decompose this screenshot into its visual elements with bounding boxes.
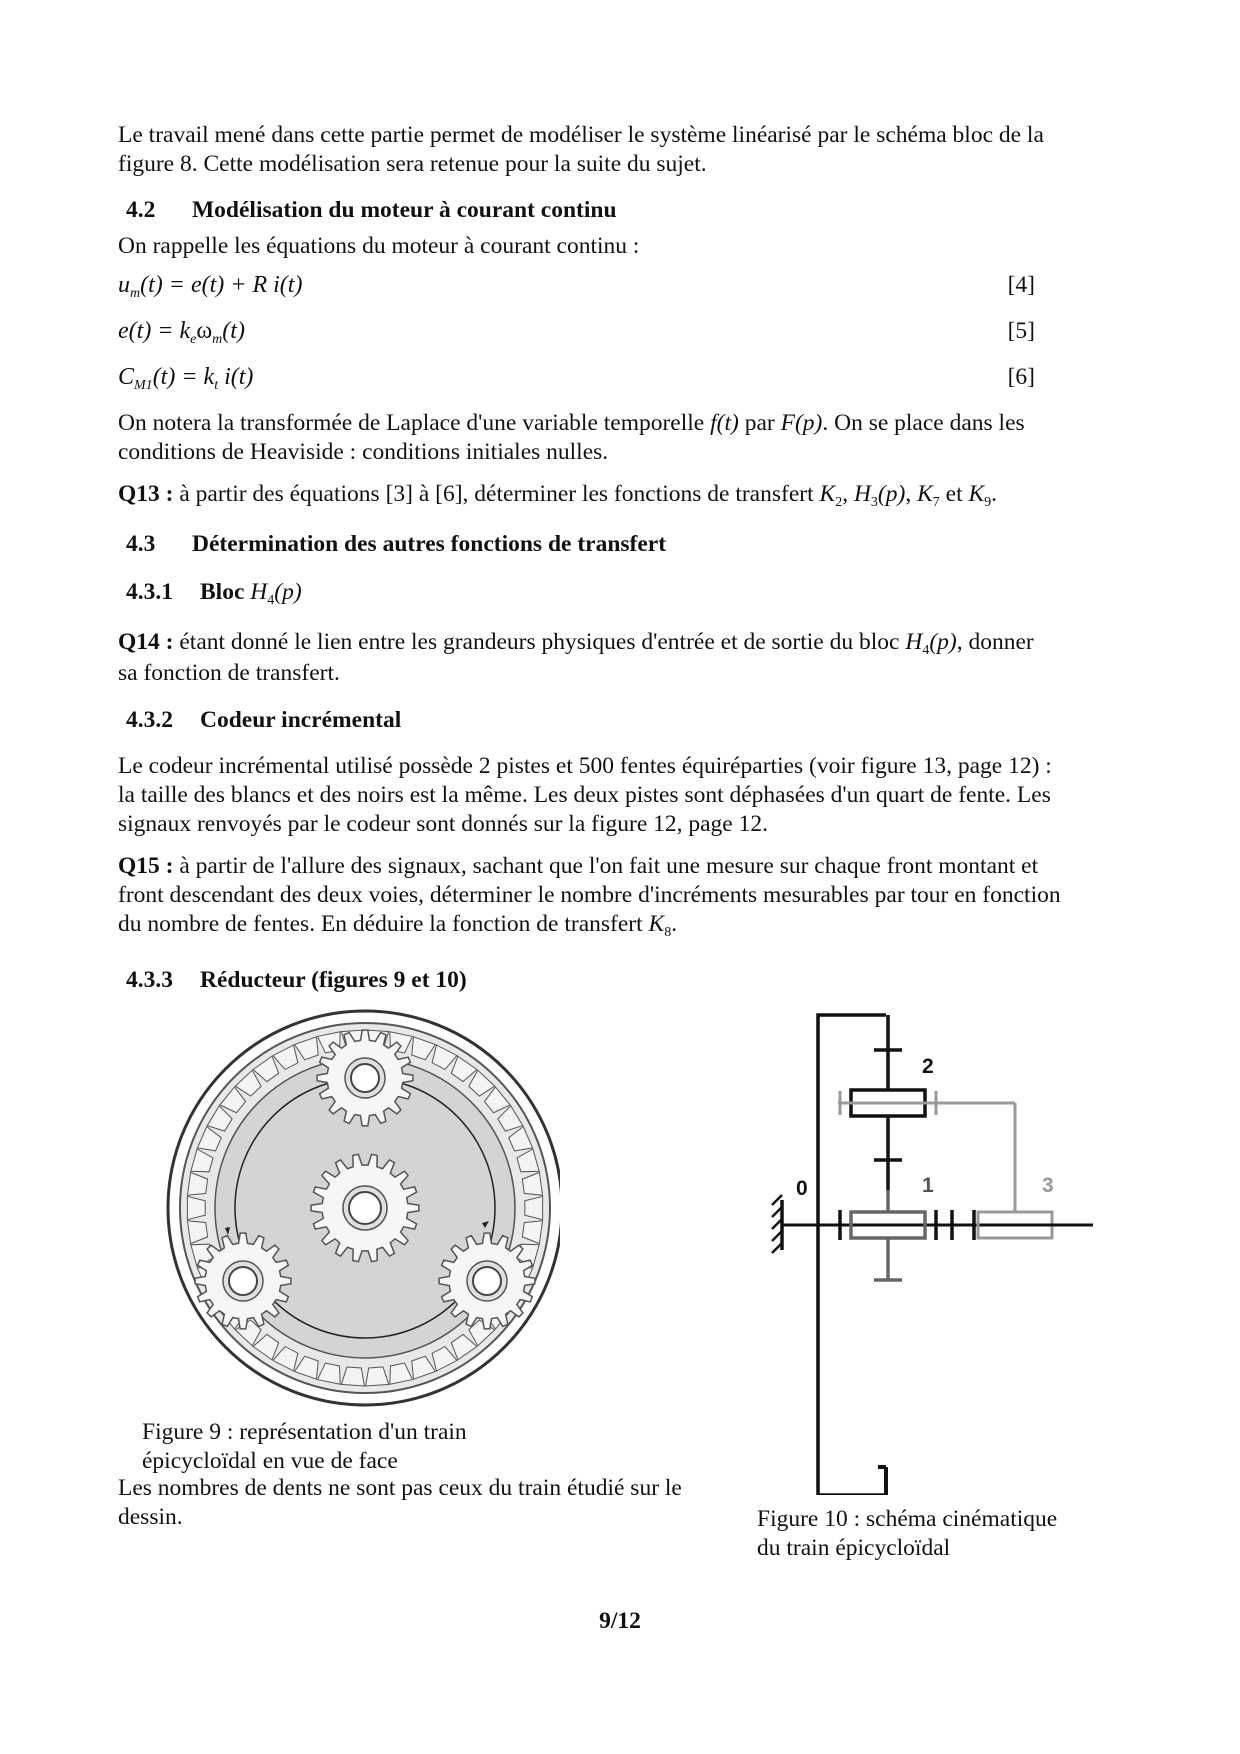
ring-tooth [187,1196,205,1219]
section-title: Codeur incrémental [200,707,402,733]
section-4-3-1-heading: 4.3.1 Bloc $H_4(p)$ [126,579,302,608]
figure-9-epicyclic-train [165,998,560,1418]
label-2: 2 [922,1055,934,1078]
label-0: 0 [796,1177,808,1200]
planet-gear-left-bore [229,1267,257,1295]
page-number: 9/12 [599,1608,641,1634]
question-15-line-3: du nombre de fentes. En déduire la fonction de transfert $K_8$. [118,911,678,940]
figure-9-caption-line-2: épicycloïdal en vue de face [142,1448,398,1474]
equation-4-number: [4] [1007,272,1035,298]
section-number: 4.2 [126,197,156,223]
motor-equations-intro: On rappelle les équations du moteur à courant continu : [118,233,640,259]
section-number: 4.3.2 [126,707,173,733]
codeur-line-2: la taille des blancs et des noirs est la même. Les deux pistes sont déphasées d'un quart de fente. Les [118,782,1051,808]
laplace-line-1: On notera la transformée de Laplace d'une variable temporelle f(t) par F(p). On se place dans les [118,410,1025,436]
section-title: Bloc [200,579,251,605]
sun-gear-1 [851,1190,925,1280]
equation-5-number: [5] [1007,318,1035,344]
carrier-3 [838,1091,1093,1238]
question-14-line-2: sa fonction de transfert. [118,660,340,686]
section-number: 4.3 [126,531,156,557]
section-4-3-2-heading [126,706,401,735]
planet-gear-top-bore [351,1064,379,1092]
section-4-3-heading [126,530,666,559]
codeur-line-1: Le codeur incrémental utilisé possède 2 pistes et 500 fentes équiréparties (voir figure 13, page 12) : [118,753,1052,779]
section-4-2-heading [126,196,617,225]
figure-9-caption-line-1: Figure 9 : représentation d'un train [142,1419,467,1445]
section-title: Réducteur (figures 9 et 10) [200,967,467,993]
figure-9-note-line-1: Les nombres de dents ne sont pas ceux du train étudié sur le [118,1475,682,1501]
equation-4: $u_m(t) = e(t) + R$ i(t) [118,272,303,301]
codeur-line-3: signaux renvoyés par le codeur sont donnés sur la figure 12, page 12. [118,811,768,837]
label-1: 1 [922,1174,934,1197]
question-15-line-2: front descendant des deux voies, déterminer le nombre d'incréments mesurables par tour en fonction [118,882,1061,908]
question-14-line-1: Q14 : étant donné le lien entre les grandeurs physiques d'entrée et de sortie du bloc $H_4(p)$, donner [118,629,1034,658]
intro-line-1: Le travail mené dans cette partie permet de modéliser le système linéarisé par le schéma bloc de la [118,122,1044,148]
equation-6-number: [6] [1007,364,1035,390]
figure-10-caption-line-1: Figure 10 : schéma cinématique [757,1506,1058,1532]
planet-gear-right-bore [473,1267,501,1295]
frame-0-body [818,1015,886,1495]
intro-line-2: figure 8. Cette modélisation sera retenue pour la suite du sujet. [118,151,707,177]
question-15-line-1: Q15 : à partir de l'allure des signaux, sachant que l'on fait une mesure sur chaque front montant et [118,853,1039,879]
section-title: Détermination des autres fonctions de transfert [192,531,667,557]
section-number: 4.3.1 [126,579,173,605]
figure-10-kinematic-diagram [760,1005,1110,1495]
equation-5: $e(t) = k_e\omega_m(t)$ [118,318,245,347]
sun-gear-bore [349,1192,381,1224]
equation-6: $C_{M1}(t) = k_t$ i(t) [118,364,254,393]
question-13: Q13 : à partir des équations [3] à [6], déterminer les fonctions de transfert $K_2$, $H_3(p)$, $K_7$ et $K_9$. [118,481,998,510]
laplace-line-2: conditions de Heaviside : conditions initiales nulles. [118,439,609,465]
section-number: 4.3.3 [126,967,173,993]
label-3: 3 [1042,1174,1054,1197]
figure-10-caption-line-2: du train épicycloïdal [757,1535,951,1561]
ring-tooth [525,1196,543,1219]
section-4-3-3-heading [126,966,467,995]
figure-9-note-line-2: dessin. [118,1504,183,1530]
section-title: Modélisation du moteur à courant continu [192,197,617,223]
